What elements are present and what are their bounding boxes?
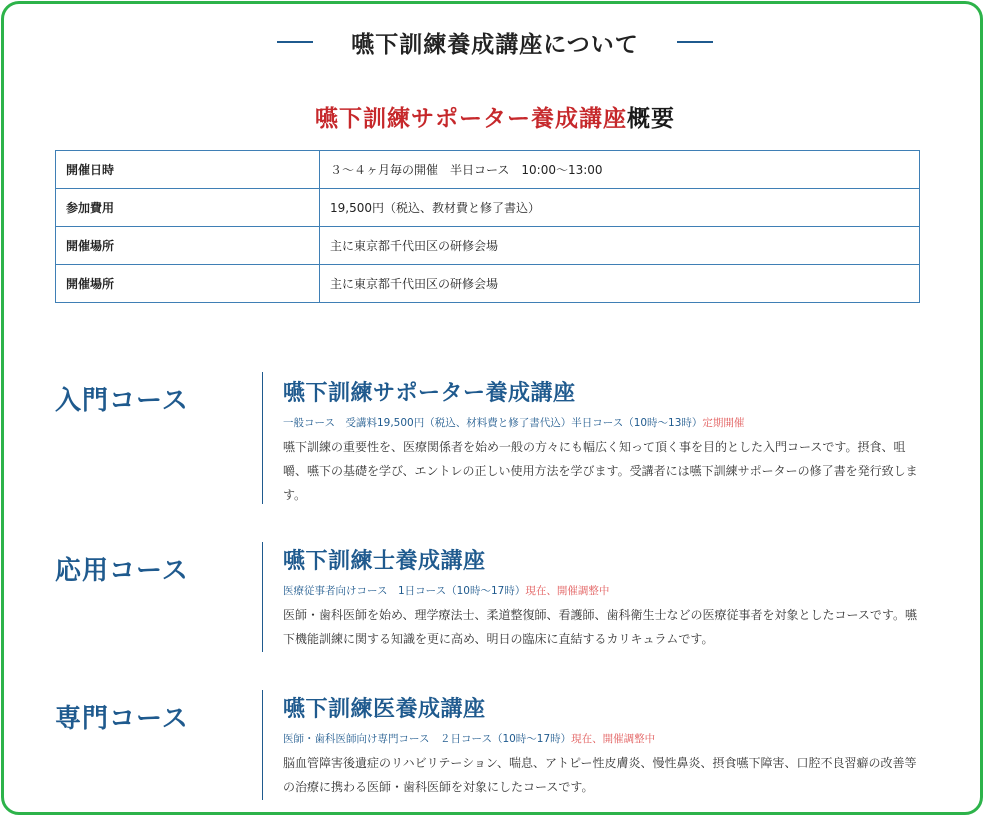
course-description: 脳血管障害後遺症のリハビリテーション、喘息、アトピー性皮膚炎、慢性鼻炎、摂食嚥下障害、口腔不良習癖の改善等の治療に携わる医師・歯科医師を対象にしたコースです。 bbox=[283, 756, 917, 794]
course-divider bbox=[262, 542, 263, 652]
table-row bbox=[56, 227, 920, 265]
row-value: 19,500円（税込、教材費と修了書込） bbox=[320, 189, 920, 227]
row-label: 開催場所 bbox=[56, 227, 320, 265]
course-divider bbox=[262, 690, 263, 800]
overview-title-rest: 概要 bbox=[627, 105, 675, 132]
table-row bbox=[56, 151, 920, 189]
course-description: 嚥下訓練の重要性を、医療関係者を始め一般の方々にも幅広く知って頂く事を目的とした入門コースです。摂食、咀嚼、嚥下の基礎を学び、エントレの正しい使用方法を学びます。受講者には嚥下訓練サポーターの修了書を発行致します。 bbox=[283, 440, 918, 502]
row-label: 開催場所 bbox=[56, 265, 320, 303]
header-dash-left bbox=[277, 41, 313, 43]
course-name: 専門コース bbox=[55, 704, 189, 734]
course-divider bbox=[262, 372, 263, 504]
course-body bbox=[283, 376, 923, 507]
course-meta bbox=[283, 731, 923, 746]
course-title: 嚥下訓練士養成講座 bbox=[283, 549, 486, 574]
course-name: 応用コース bbox=[55, 556, 189, 586]
course-meta-text: 医師・歯科医師向け専門コース ２日コース（10時～17時） bbox=[283, 733, 572, 745]
table-row bbox=[56, 189, 920, 227]
row-value: 主に東京都千代田区の研修会場 bbox=[320, 265, 920, 303]
course-status: 定期開催 bbox=[702, 417, 745, 429]
page-title: 嚥下訓練養成講座について bbox=[351, 30, 639, 58]
course-status: 現在、開催調整中 bbox=[525, 585, 610, 597]
course-title: 嚥下訓練医養成講座 bbox=[283, 697, 486, 722]
row-value: 主に東京都千代田区の研修会場 bbox=[320, 227, 920, 265]
row-label: 開催日時 bbox=[56, 151, 320, 189]
table-row bbox=[56, 265, 920, 303]
course-status: 現在、開催調整中 bbox=[571, 733, 656, 745]
course-body bbox=[283, 544, 923, 651]
course-meta-text: 一般コース 受講料19,500円（税込、材料費と修了書代込）半日コース（10時～13時） bbox=[283, 417, 703, 429]
row-label: 参加費用 bbox=[56, 189, 320, 227]
row-value: ３～４ヶ月毎の開催 半日コース 10:00～13:00 bbox=[320, 151, 920, 189]
overview-title bbox=[0, 100, 990, 133]
header-dash-right bbox=[677, 41, 713, 43]
course-title: 嚥下訓練サポーター養成講座 bbox=[283, 381, 576, 406]
course-meta bbox=[283, 415, 923, 430]
overview-title-highlight: 嚥下訓練サポーター養成講座 bbox=[315, 105, 627, 132]
overview-table bbox=[55, 150, 920, 303]
course-description: 医師・歯科医師を始め、理学療法士、柔道整復師、看護師、歯科衛生士などの医療従事者を対象としたコースです。嚥下機能訓練に関する知識を更に高め、明日の臨床に直結するカリキュラムです。 bbox=[283, 608, 917, 646]
course-name: 入門コース bbox=[55, 386, 189, 416]
course-meta bbox=[283, 583, 923, 598]
page-header bbox=[0, 24, 990, 60]
course-body bbox=[283, 692, 923, 799]
course-meta-text: 医療従事者向けコース 1日コース（10時～17時） bbox=[283, 585, 526, 597]
